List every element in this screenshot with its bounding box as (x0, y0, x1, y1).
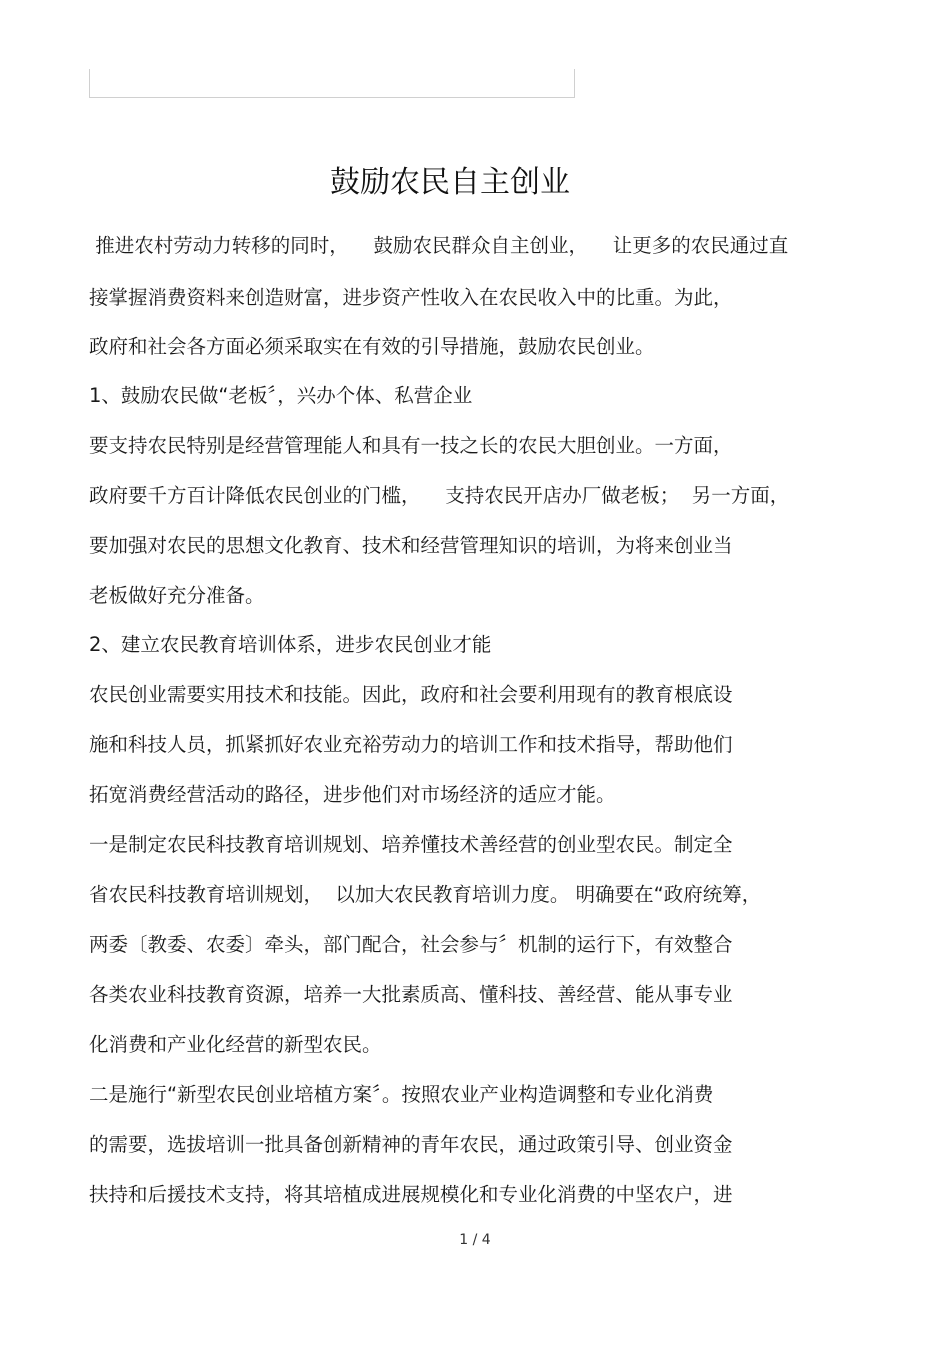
body-line: 推进农村劳动力转移的同时， 鼓励农民群众自主创业， 让更多的农民通过直 (89, 234, 789, 257)
document-title: 鼓励农民自主创业 (330, 165, 570, 200)
body-line: 拓宽消费经营活动的路径，进步他们对市场经济的适应才能。 (89, 783, 616, 806)
page-number: 1 / 4 (459, 1232, 491, 1248)
body-line: 的需要，选拔培训一批具备创新精神的青年农民，通过政策引导、创业资金 (89, 1133, 733, 1156)
body-line: 要加强对农民的思想文化教育、技术和经营管理知识的培训，为将来创业当 (89, 534, 733, 557)
body-line: 农民创业需要实用技术和技能。因此，政府和社会要利用现有的教育根底设 (89, 683, 733, 706)
header-frame (89, 69, 575, 98)
section-heading-1: 1、鼓励农民做“老板〞，兴办个体、私营企业 (89, 384, 473, 407)
body-line: 二是施行“新型农民创业培植方案〞。按照农业产业构造调整和专业化消费 (89, 1083, 714, 1106)
body-line: 一是制定农民科技教育培训规划、培养懂技术善经营的创业型农民。制定全 (89, 833, 733, 856)
body-line: 政府要千方百计降低农民创业的门槛， 支持农民开店办厂做老板； 另一方面， (89, 484, 790, 507)
body-line: 化消费和产业化经营的新型农民。 (89, 1033, 382, 1056)
body-line: 政府和社会各方面必须采取实在有效的引导措施，鼓励农民创业。 (89, 335, 655, 358)
body-line: 老板做好充分准备。 (89, 584, 265, 607)
section-heading-2: 2、建立农民教育培训体系，进步农民创业才能 (89, 633, 492, 656)
body-line: 各类农业科技教育资源，培养一大批素质高、懂科技、善经营、能从事专业 (89, 983, 733, 1006)
body-line: 扶持和后援技术支持，将其培植成进展规模化和专业化消费的中坚农户，进 (89, 1183, 733, 1206)
body-line: 接掌握消费资料来创造财富，进步资产性收入在农民收入中的比重。为此， (89, 286, 733, 309)
body-line: 施和科技人员，抓紧抓好农业充裕劳动力的培训工作和技术指导，帮助他们 (89, 733, 733, 756)
body-line: 要支持农民特别是经营管理能人和具有一技之长的农民大胆创业。一方面， (89, 434, 733, 457)
body-line: 省农民科技教育培训规划， 以加大农民教育培训力度。 明确要在“政府统筹， (89, 883, 762, 906)
body-line: 两委〔教委、农委〕牵头，部门配合，社会参与〞机制的运行下，有效整合 (89, 933, 733, 956)
